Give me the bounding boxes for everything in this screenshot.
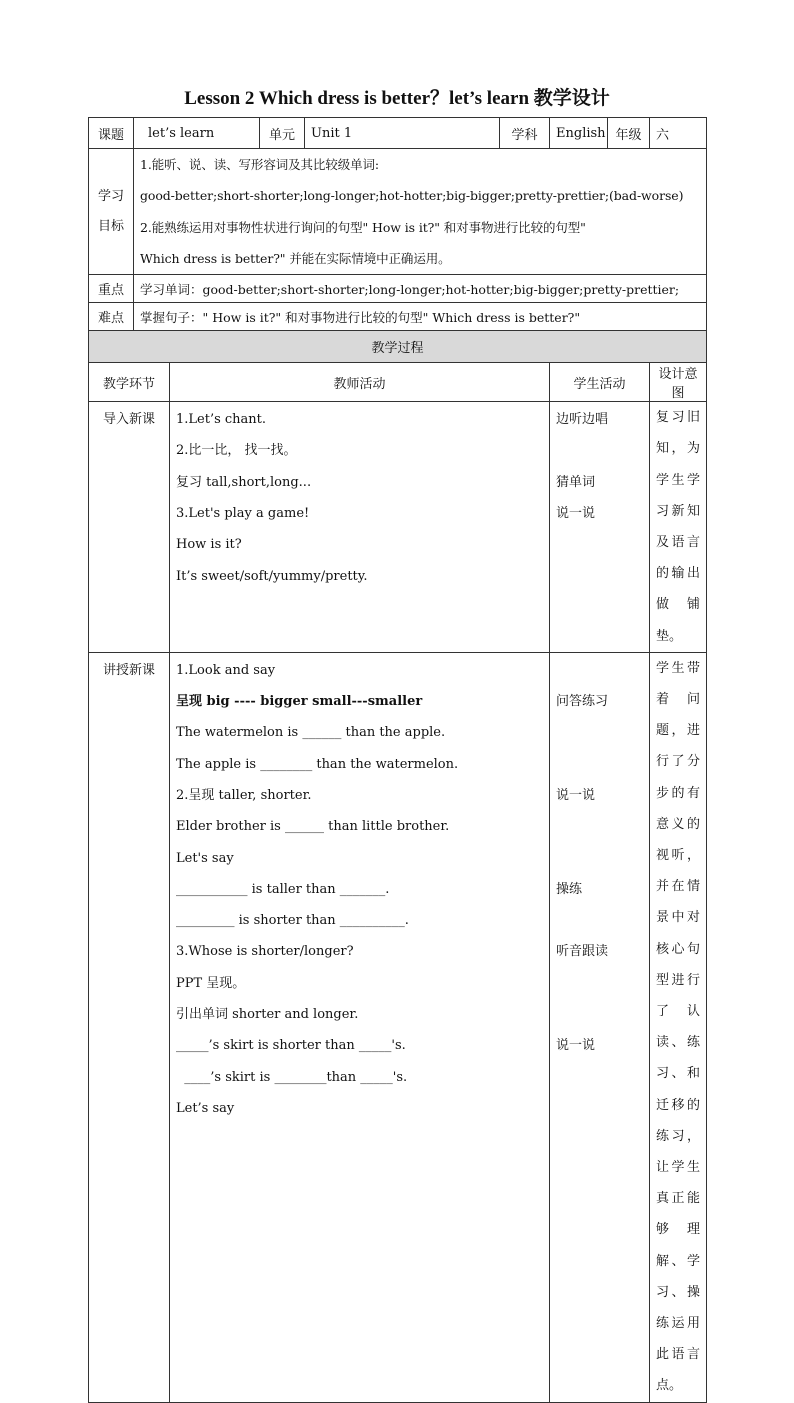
teacher-line: How is it? xyxy=(176,537,242,553)
teacher-line: 引出单词 shorter and longer. xyxy=(176,1007,359,1023)
stage-row-intro xyxy=(89,402,707,653)
objective-line: 2.能熟练运用对事物性状进行询问的句型" How is it?" 和对事物进行比较的句型" xyxy=(140,219,586,235)
student-line xyxy=(556,843,643,874)
teacher-line: ____’s skirt is ________than _____'s. xyxy=(176,1069,408,1085)
difficulty-label: 难点 xyxy=(89,303,134,331)
teacher-line: The watermelon is ______ than the apple. xyxy=(176,725,446,741)
student-line: 操练 xyxy=(556,881,583,897)
teacher-line: ___________ is taller than _______. xyxy=(176,881,390,897)
teacher-line: PPT 呈现。 xyxy=(176,975,246,991)
teacher-line: 2.比一比， 找一找。 xyxy=(176,443,297,459)
unit-value: Unit 1 xyxy=(305,118,500,149)
teacher-activity xyxy=(170,652,550,1402)
teacher-line: It’s sweet/soft/yummy/pretty. xyxy=(176,568,368,584)
teacher-line: The apple is ________ than the watermelon. xyxy=(176,756,459,772)
key-point-row xyxy=(89,275,707,303)
student-line xyxy=(556,655,643,686)
grade-value: 六 xyxy=(650,118,707,149)
process-header-row xyxy=(89,331,707,363)
process-header: 教学过程 xyxy=(89,331,707,363)
objective-line: 1.能听、说、读、写形容词及其比较级单词: xyxy=(140,157,380,172)
unit-label: 单元 xyxy=(260,118,305,149)
student-line: 说一说 xyxy=(556,506,596,522)
student-line: 听音跟读 xyxy=(556,944,609,960)
teacher-line: Elder brother is ______ than little brother. xyxy=(176,819,450,835)
teacher-line: _____’s skirt is shorter than _____'s. xyxy=(176,1038,406,1054)
teacher-line: 2.呈现 taller, shorter. xyxy=(176,788,312,803)
subject-value: English xyxy=(550,118,608,149)
teacher-activity xyxy=(170,402,550,653)
objectives-row xyxy=(89,149,707,275)
student-line xyxy=(556,968,643,999)
column-header-row xyxy=(89,363,707,402)
stage-name: 讲授新课 xyxy=(89,652,170,1402)
student-line: 说一说 xyxy=(556,1038,596,1054)
teacher-line: 1.Let’s chant. xyxy=(176,412,267,428)
teacher-line: 1.Look and say xyxy=(176,662,276,678)
teacher-line: 复习 tall,short,long... xyxy=(176,474,312,490)
teacher-line: 3.Whose is shorter/longer? xyxy=(176,944,354,960)
student-line xyxy=(556,717,643,748)
student-line: 猜单词 xyxy=(556,474,596,490)
teacher-line: 呈现 big ---- bigger small---smaller xyxy=(176,694,423,710)
teacher-line: Let’s say xyxy=(176,1100,235,1116)
stage-name: 导入新课 xyxy=(89,402,170,653)
lesson-plan-table xyxy=(88,117,707,1403)
student-line xyxy=(556,749,643,780)
subject-label: 学科 xyxy=(500,118,550,149)
col-intent: 设计意图 xyxy=(650,363,707,402)
col-teacher: 教师活动 xyxy=(170,363,550,402)
key-point-label: 重点 xyxy=(89,275,134,303)
col-stage: 教学环节 xyxy=(89,363,170,402)
student-line: 边听边唱 xyxy=(556,412,609,428)
student-line: 问答练习 xyxy=(556,694,609,710)
student-line xyxy=(556,905,643,936)
student-line xyxy=(556,435,643,466)
teacher-line: 3.Let's play a game! xyxy=(176,506,310,522)
design-intent: 复习旧知，为学生学习新知及语言的输出做铺垫。 xyxy=(650,402,707,653)
teacher-line: Let's say xyxy=(176,850,234,866)
topic-label: 课题 xyxy=(89,118,134,149)
student-line xyxy=(556,811,643,842)
student-activity xyxy=(550,402,650,653)
col-student: 学生活动 xyxy=(550,363,650,402)
key-point-value: 学习单词：good-better;short-shorter;long-longer;hot-hotter;big-bigger;pretty-prettier; xyxy=(134,275,707,303)
difficulty-value: 掌握句子：" How is it?" 和对事物进行比较的句型" Which dress is better?" xyxy=(134,303,707,331)
design-intent: 学生带着问题，进行了分步的有意义的视听，并在情景中对核心句型进行了认读、练习、和迁移的练习，让学生真正能够理解、学习、操练运用此语言点。 xyxy=(650,652,707,1402)
teacher-line: _________ is shorter than __________. xyxy=(176,913,409,929)
topic-value: let’s learn xyxy=(134,118,260,149)
difficulty-row xyxy=(89,303,707,331)
header-row xyxy=(89,118,707,149)
grade-label: 年级 xyxy=(608,118,650,149)
student-activity xyxy=(550,652,650,1402)
document-title: Lesson 2 Which dress is better？let’s learn 教学设计 xyxy=(184,88,610,109)
objective-line: good-better;short-shorter;long-longer;hot-hotter;big-bigger;pretty-prettier;(bad-worse) xyxy=(140,188,684,204)
objectives-label: 学习 目标 xyxy=(89,149,134,275)
student-line: 说一说 xyxy=(556,788,596,803)
student-line xyxy=(556,999,643,1030)
objective-line: Which dress is better?" 并能在实际情境中正确运用。 xyxy=(140,250,451,266)
objectives-content xyxy=(134,149,707,275)
stage-row-new xyxy=(89,652,707,1402)
